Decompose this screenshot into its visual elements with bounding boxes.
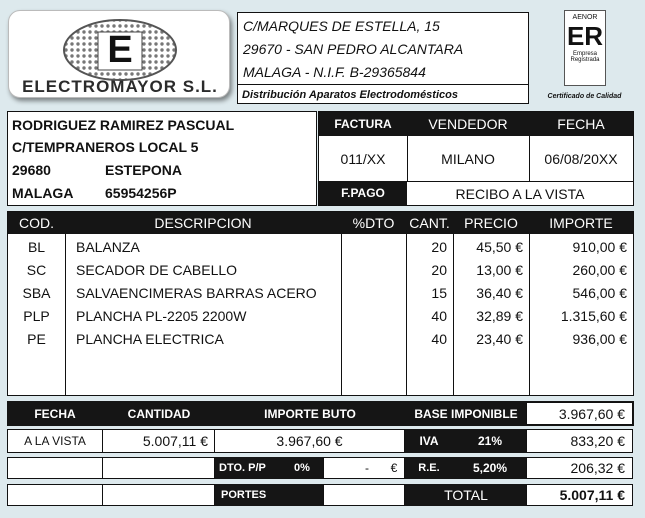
row-desc: BALANZA	[76, 238, 140, 255]
factura-label: FACTURA	[334, 117, 392, 131]
row-cant: 20	[431, 261, 447, 278]
iva-percent: 21%	[453, 429, 527, 453]
footer-importe-buto-value: 3.967,60 €	[214, 429, 405, 453]
fecha-label: FECHA	[557, 116, 605, 132]
cert-line-2: Registrada	[570, 57, 600, 63]
dto-pp-label: DTO. P/P	[215, 457, 281, 479]
vendedor-value: MILANO	[441, 150, 495, 167]
row-importe: 260,00 €	[572, 261, 627, 278]
row-cod: BL	[27, 238, 46, 255]
invoice-info	[318, 111, 634, 206]
col-cod-header: COD.	[19, 215, 54, 231]
re-percent: 5,20%	[453, 457, 527, 479]
cert-caption: Certificado de Calidad	[547, 92, 622, 100]
customer-nif: 65954256P	[105, 185, 177, 201]
row-importe: 910,00 €	[572, 238, 627, 255]
company-activity: Distribución Aparatos Electrodomésticos	[242, 88, 458, 101]
base-imponible-label: BASE IMPONIBLE	[414, 406, 518, 421]
re-value: 206,32 €	[526, 457, 633, 479]
row-importe: 936,00 €	[572, 330, 627, 347]
dto-pp-value: -	[365, 461, 369, 475]
total-label: TOTAL	[405, 484, 527, 506]
portes-value	[323, 484, 405, 506]
cert-org: AENOR	[572, 14, 598, 21]
row-cant: 40	[431, 307, 447, 324]
totals-footer	[7, 401, 634, 509]
iva-value: 833,20 €	[526, 429, 633, 453]
customer-city: ESTEPONA	[105, 162, 183, 178]
table-row	[8, 235, 633, 258]
cert-line-1: Empresa	[572, 51, 597, 57]
total-value: 5.007,11 €	[526, 484, 633, 506]
fpago-value: RECIBO A LA VISTA	[455, 185, 585, 202]
address-line-3: MALAGA - N.I.F. B-29365844	[243, 64, 426, 80]
table-row	[8, 281, 633, 304]
footer-cantidad-value: 5.007,11 €	[102, 429, 215, 453]
logo-letter: E	[107, 28, 133, 71]
col-precio-header: PRECIO	[464, 215, 518, 231]
col-dto-header: %DTO	[352, 215, 395, 231]
footer-importe-buto-label: IMPORTE BUTO	[264, 406, 356, 421]
row-cant: 20	[431, 238, 447, 255]
footer-empty-cell	[7, 484, 103, 506]
company-address-box	[237, 12, 529, 104]
items-header	[8, 212, 633, 234]
footer-empty-cell	[7, 457, 103, 479]
factura-value: 011/XX	[340, 150, 386, 167]
customer-name: RODRIGUEZ RAMIREZ PASCUAL	[12, 117, 235, 133]
customer-street: C/TEMPRANEROS LOCAL 5	[12, 139, 199, 155]
row-desc: PLANCHA ELECTRICA	[76, 330, 224, 347]
vendedor-label: VENDEDOR	[428, 116, 508, 132]
row-cod: PLP	[23, 307, 50, 324]
row-cant: 40	[431, 330, 447, 347]
table-row	[8, 327, 633, 350]
footer-cantidad-label: CANTIDAD	[127, 406, 191, 421]
portes-label: PORTES	[215, 484, 323, 506]
row-precio: 13,00 €	[476, 261, 523, 278]
col-desc-header: DESCRIPCION	[154, 215, 252, 231]
row-precio: 45,50 €	[476, 238, 523, 255]
col-importe-header: IMPORTE	[549, 215, 613, 231]
row-cod: SC	[26, 261, 47, 278]
footer-fecha-label: FECHA	[34, 406, 76, 421]
table-row	[8, 258, 633, 281]
cert-mark: ER	[566, 21, 604, 51]
dto-pp-percent: 0%	[281, 457, 323, 479]
footer-fecha-value: A LA VISTA	[7, 429, 103, 453]
dto-pp-currency: €	[390, 461, 398, 475]
table-row	[8, 304, 633, 327]
col-cant-header: CANT.	[409, 215, 450, 231]
row-importe: 1.315,60 €	[560, 307, 627, 324]
row-desc: PLANCHA PL-2205 2200W	[76, 307, 247, 324]
row-desc: SALVAENCIMERAS BARRAS ACERO	[76, 284, 317, 301]
footer-empty-cell	[102, 457, 215, 479]
row-importe: 546,00 €	[572, 284, 627, 301]
customer-province: MALAGA	[12, 185, 74, 201]
footer-empty-cell	[102, 484, 215, 506]
dto-pp-value-box	[323, 457, 405, 479]
quality-certificate	[532, 8, 637, 104]
iva-label: IVA	[405, 429, 453, 453]
row-desc: SECADOR DE CABELLO	[76, 261, 238, 278]
row-precio: 36,40 €	[476, 284, 523, 301]
logo-company-name: ELECTROMAYOR S.L.	[22, 77, 218, 96]
row-cod: PE	[27, 330, 46, 347]
customer-box	[7, 111, 317, 206]
row-precio: 23,40 €	[476, 330, 523, 347]
re-label: R.E.	[405, 457, 453, 479]
address-line-1: C/MARQUES DE ESTELLA, 15	[243, 18, 440, 34]
fpago-label: F.PAGO	[319, 181, 407, 205]
address-line-2: 29670 - SAN PEDRO ALCANTARA	[243, 41, 464, 57]
items-table	[7, 211, 634, 396]
row-precio: 32,89 €	[476, 307, 523, 324]
cert-badge	[564, 10, 606, 86]
row-cod: SBA	[22, 284, 51, 301]
row-cant: 15	[431, 284, 447, 301]
fecha-value: 06/08/20XX	[544, 150, 618, 167]
base-imponible-value: 3.967,60 €	[526, 402, 633, 425]
company-logo	[8, 10, 230, 98]
customer-postal: 29680	[12, 162, 51, 178]
